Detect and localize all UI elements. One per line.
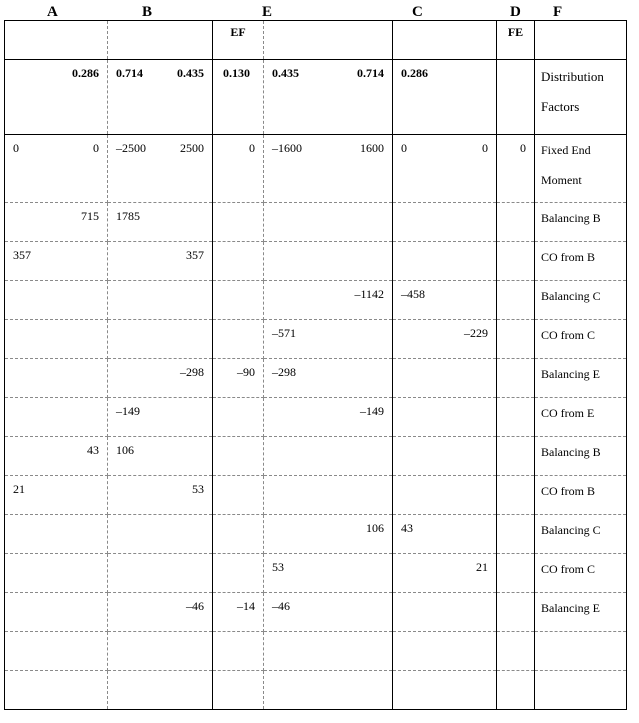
row-label (541, 135, 591, 195)
df-ec: 0.714 (357, 66, 384, 80)
cell-value: 53 (272, 560, 284, 574)
df-ba: 0.714 (116, 66, 143, 80)
row-label (541, 242, 595, 272)
row-label-line1: Balancing E (541, 601, 600, 615)
cell-value: –298 (272, 365, 296, 379)
row-label-line1: Balancing C (541, 289, 601, 303)
column-header-c: C (412, 4, 423, 20)
table-row (5, 515, 627, 554)
cell-value: –46 (186, 599, 204, 613)
table-row (5, 135, 627, 203)
row-label-line1: CO from E (541, 406, 595, 420)
row-label-line1: CO from B (541, 484, 595, 498)
column-header-b: B (142, 4, 153, 20)
cell-value: 21 (13, 482, 25, 496)
table-row (5, 632, 627, 671)
df-ab: 0.286 (72, 66, 99, 80)
moment-distribution-table (4, 20, 627, 710)
table-row (5, 281, 627, 320)
table-row (5, 671, 627, 710)
sub-header-ef: EF (230, 25, 246, 39)
cell-value: 21 (476, 560, 488, 574)
column-header-a: A (47, 4, 58, 20)
table-row (5, 554, 627, 593)
cell-value: –229 (464, 326, 488, 340)
row-label (541, 203, 601, 233)
row-label-line1: Balancing C (541, 523, 601, 537)
row-label (541, 437, 601, 467)
df-cb: 0.286 (401, 66, 428, 80)
row-label-line1: CO from C (541, 562, 595, 576)
row-label-line1: Balancing B (541, 211, 601, 225)
table-row (5, 242, 627, 281)
cell-value: 357 (186, 248, 204, 262)
cell-value: –14 (237, 599, 255, 613)
cell-value: 0 (401, 141, 407, 155)
cell-value: 1600 (360, 141, 384, 155)
row-label (541, 554, 595, 584)
cell-value: 0 (249, 141, 255, 155)
df-eb: 0.435 (272, 66, 299, 80)
cell-value: 106 (366, 521, 384, 535)
row-label (541, 593, 600, 623)
df-label-line1: Distribution (541, 69, 604, 84)
cell-value: 2500 (180, 141, 204, 155)
sub-header-row (5, 21, 627, 60)
row-label-line1: CO from B (541, 250, 595, 264)
df-be: 0.435 (177, 66, 204, 80)
row-label-line2: Moment (541, 173, 582, 187)
table-row (5, 593, 627, 632)
row-label-line1: Fixed End (541, 143, 591, 157)
cell-value: –149 (360, 404, 384, 418)
cell-value: –2500 (116, 141, 146, 155)
sub-header-fe: FE (507, 25, 524, 39)
cell-value: –458 (401, 287, 425, 301)
column-header-e: E (262, 4, 273, 20)
cell-value: 106 (116, 443, 134, 457)
row-label (541, 281, 601, 311)
row-label-line1: Balancing E (541, 367, 600, 381)
cell-value: –149 (116, 404, 140, 418)
cell-value: 1785 (116, 209, 140, 223)
cell-value: –298 (180, 365, 204, 379)
row-label (541, 476, 595, 506)
row-label (541, 398, 594, 428)
cell-value: 43 (401, 521, 413, 535)
row-label (541, 359, 600, 389)
table-row (5, 320, 627, 359)
df-ef: 0.130 (223, 66, 250, 80)
row-label (541, 515, 601, 545)
row-label (541, 320, 595, 350)
table-row (5, 476, 627, 515)
row-label-line1: Balancing B (541, 445, 601, 459)
cell-value: 357 (13, 248, 31, 262)
table-row (5, 398, 627, 437)
cell-value: 0 (13, 141, 19, 155)
row-label-line1: CO from C (541, 328, 595, 342)
cell-value: 43 (87, 443, 99, 457)
cell-value: 0 (482, 141, 488, 155)
cell-value: –90 (237, 365, 255, 379)
distribution-factors-row (5, 60, 627, 135)
cell-value: 53 (192, 482, 204, 496)
table-row (5, 359, 627, 398)
df-label-line2: Factors (541, 99, 580, 114)
cell-value: –1600 (272, 141, 302, 155)
table-row (5, 437, 627, 476)
cell-value: –46 (272, 599, 290, 613)
column-header-f: F (553, 4, 563, 20)
column-header-d: D (510, 4, 521, 20)
cell-value: –1142 (354, 287, 384, 301)
table-row (5, 203, 627, 242)
row-label (541, 62, 604, 122)
cell-value: –571 (272, 326, 296, 340)
cell-value: 0 (520, 141, 526, 155)
cell-value: 0 (93, 141, 99, 155)
cell-value: 715 (81, 209, 99, 223)
